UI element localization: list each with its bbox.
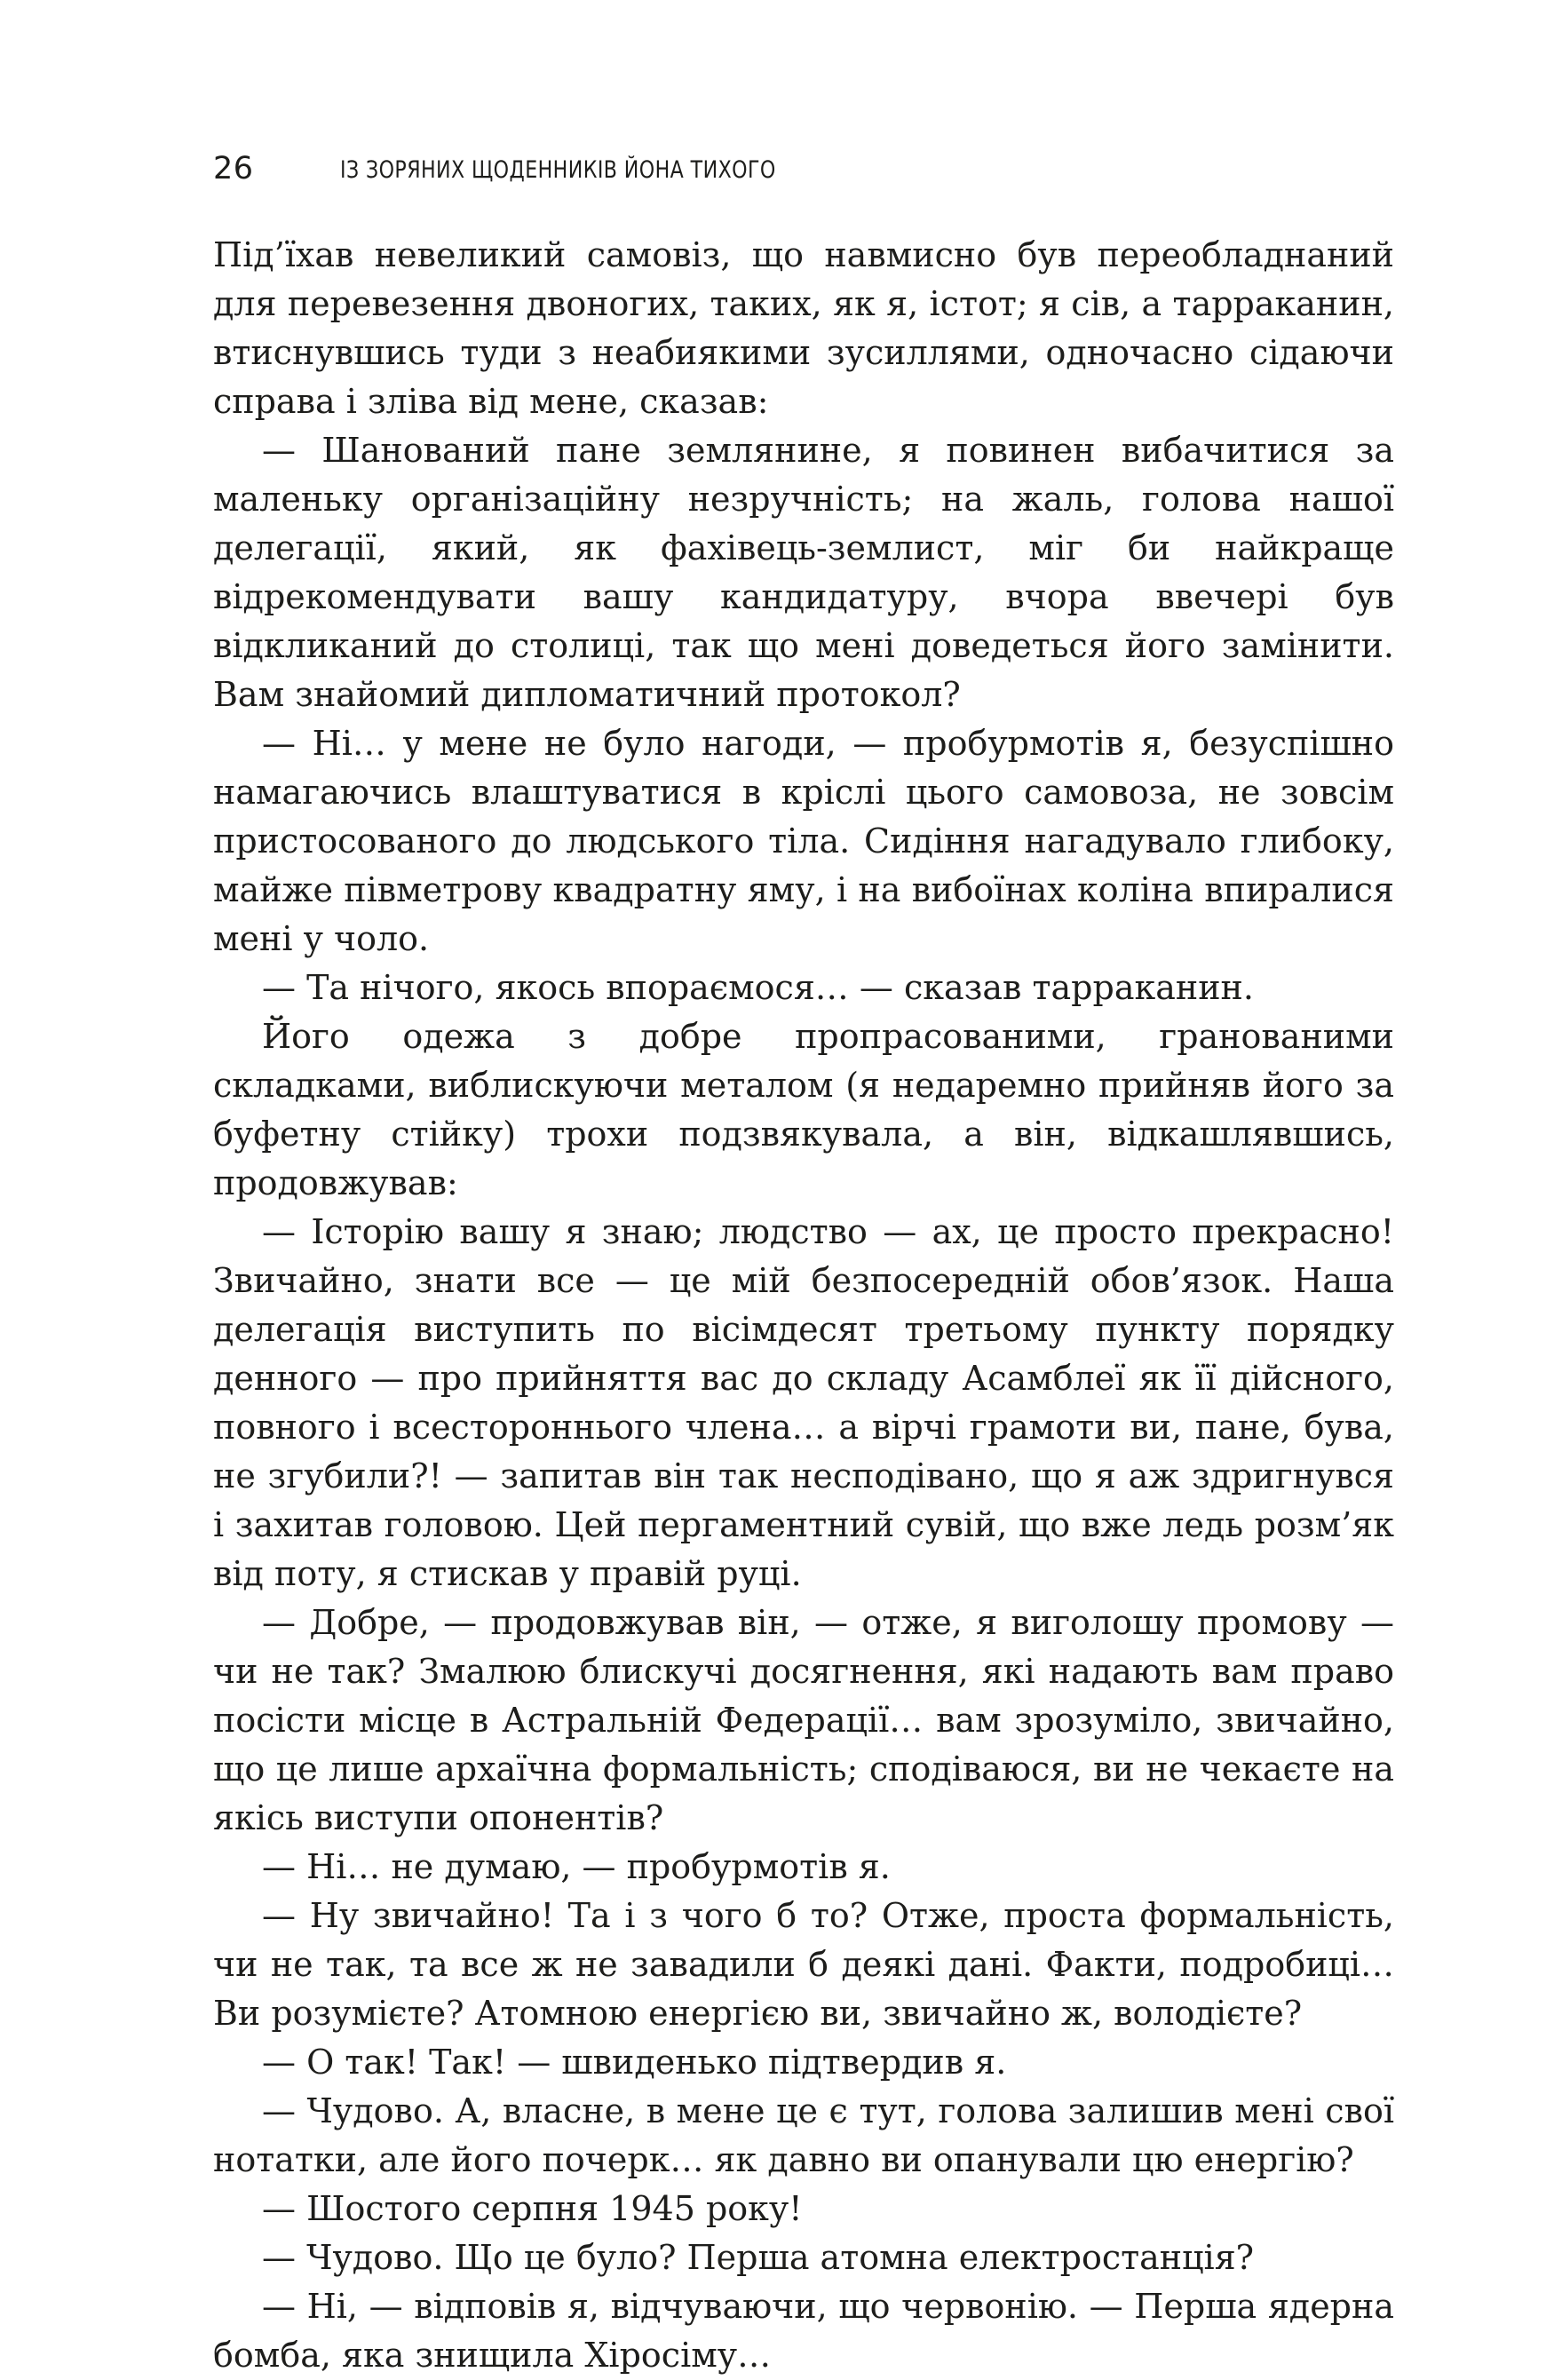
paragraph: — О так! Так! — швиденько підтвердив я. bbox=[262, 2043, 1007, 2082]
paragraph: — Шостого серпня 1945 року! bbox=[262, 2189, 803, 2228]
paragraph: — Чудово. Що це було? Перша атомна електростанція? bbox=[262, 2238, 1255, 2277]
text-body bbox=[213, 231, 1394, 2380]
running-title: ІЗ ЗОРЯНИХ ЩОДЕННИКІВ ЙОНА ТИХОГО bbox=[340, 156, 776, 184]
paragraph: — Добре, — продовжував він, — отже, я виголошу промову — чи не так? Змалюю блискучі досягнення, які надають вам право посісти місце в Астральній Федерації… вам зрозуміло, звичайно, що це лише архаїчна формальність; сподіваюся, ви не чекаєте на якісь виступи опонентів? bbox=[213, 1603, 1394, 1837]
paragraph: Під’їхав невеликий самовіз, що навмисно був переобладнаний для перевезення двоногих, таких, як я, істот; я сів, а тарраканин, втиснувшись туди з неабиякими зусиллями, одночасно сідаючи справа і зліва від мене, сказав: bbox=[213, 235, 1394, 421]
paragraph: — Ні… не думаю, — пробурмотів я. bbox=[262, 1847, 891, 1886]
paragraph: — Ні, — відповів я, відчуваючи, що червонію. — Перша ядерна бомба, яка знищила Хіросіму… bbox=[213, 2287, 1394, 2375]
paragraph: — Та нічого, якось впораємося… — сказав тарраканин. bbox=[262, 968, 1254, 1007]
paragraph: — Ну звичайно! Та і з чого б то? Отже, проста формальність, чи не так, та все ж не завадили б деякі дані. Факти, подробиці… Ви розумієте? Атомною енергією ви, звичайно ж, володієте? bbox=[213, 1896, 1394, 2033]
paragraph: — Чудово. А, власне, в мене це є тут, голова залишив мені свої нотатки, але його почерк… як давно ви опанували цю енергію? bbox=[213, 2091, 1394, 2179]
paragraph: Його одежа з добре пропрасованими, гранованими складками, виблискуючи металом (я недаремно прийняв його за буфетну стійку) трохи подзвякувала, а він, відкашлявшись, продовжував: bbox=[213, 1017, 1394, 1202]
page-header bbox=[213, 149, 1394, 188]
paragraph: — Ні… у мене не було нагоди, — пробурмотів я, безуспішно намагаючись влаштуватися в кріслі цього самовоза, не зовсім пристосованого до людського тіла. Сидіння нагадувало глибоку, майже півметрову квадратну яму, і на вибоїнах коліна впиралися мені у чоло. bbox=[213, 724, 1394, 958]
paragraph: — Шанований пане землянине, я повинен вибачитися за маленьку організаційну незручність; на жаль, голова нашої делегації, який, як фахівець-землист, міг би найкраще відрекомендувати вашу кандидатуру, вчора ввечері був відкликаний до столиці, так що мені доведеться його замінити. Вам знайомий дипломатичний протокол? bbox=[213, 431, 1394, 714]
page-number: 26 bbox=[213, 151, 254, 186]
paragraph: — Історію вашу я знаю; людство — ах, це просто прекрасно! Звичайно, знати все — це мій безпосередній обов’язок. Наша делегація виступить по вісімдесят третьому пункту порядку денного — про прийняття вас до складу Асамблеї як її дійсного, повного і всестороннього члена… а вірчі грамоти ви, пане, бува, не згубили?! — запитав він так несподівано, що я аж здригнувся і захитав головою. Цей пергаментний сувій, що вже ледь розм’як від поту, я стискав у правій руці. bbox=[213, 1212, 1394, 1593]
